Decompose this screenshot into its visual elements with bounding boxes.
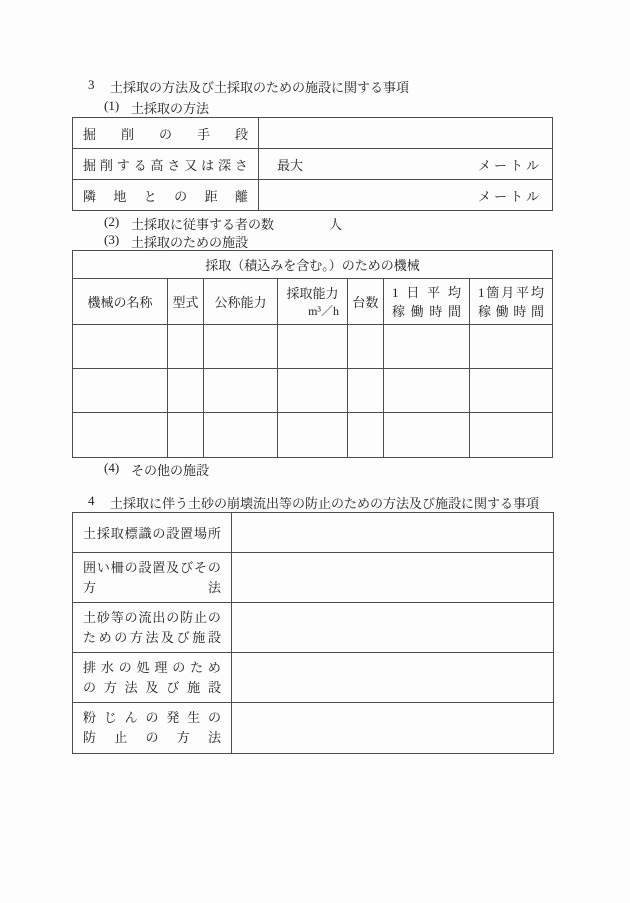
section-4-number: 4: [88, 493, 95, 508]
machinery-fill-cell[interactable]: [204, 325, 278, 369]
col-header-daily-avg-hours: 1 日 平 均 稼 働 時 間: [384, 279, 470, 325]
subsection-4-label: その他の施設: [131, 463, 210, 478]
section-3-title: 土採取の方法及び土採取のための施設に関する事項: [110, 80, 410, 95]
machinery-fill-cell[interactable]: [204, 369, 278, 413]
col-header-model: 型式: [168, 279, 204, 325]
drainage-treatment-fill-cell[interactable]: [232, 653, 554, 703]
machinery-fill-cell[interactable]: [278, 369, 348, 413]
row-label-adjacent-land-distance: 隣 地 と の 距 離: [73, 180, 259, 211]
machinery-fill-cell[interactable]: [348, 413, 384, 458]
col-header-machine-name: 機械の名称: [73, 279, 168, 325]
machinery-fill-cell[interactable]: [168, 413, 204, 458]
subsection-2-number: (2): [104, 214, 120, 229]
machinery-table: [72, 250, 553, 458]
machinery-fill-cell[interactable]: [384, 413, 470, 458]
machinery-fill-cell[interactable]: [348, 369, 384, 413]
machinery-fill-cell[interactable]: [384, 369, 470, 413]
machinery-fill-cell[interactable]: [168, 325, 204, 369]
fence-method-fill-cell[interactable]: [232, 553, 554, 603]
machinery-fill-cell[interactable]: [73, 413, 168, 458]
col-header-rated-capacity: 公称能力: [204, 279, 278, 325]
distance-fill-cell[interactable]: [259, 180, 553, 211]
runoff-prevention-fill-cell[interactable]: [232, 603, 554, 653]
subsection-2-line: [0, 214, 630, 232]
machinery-fill-cell[interactable]: [204, 413, 278, 458]
meter-unit-label: メートル: [477, 188, 542, 204]
section-3-number: 3: [88, 77, 95, 92]
sign-location-fill-cell[interactable]: [232, 513, 554, 553]
row-label-fence-method: 囲 い 柵 の 設 置 及 び そ の 方 法: [73, 553, 232, 603]
machinery-fill-cell[interactable]: [278, 413, 348, 458]
machinery-fill-cell[interactable]: [384, 325, 470, 369]
machinery-fill-cell[interactable]: [470, 413, 553, 458]
workers-count-unit-label: 人: [329, 217, 343, 232]
subsection-3-number: (3): [104, 232, 120, 247]
excavation-means-fill-cell[interactable]: [259, 118, 553, 149]
subsection-3-label: 土採取のための施設: [131, 235, 249, 250]
machinery-fill-cell[interactable]: [73, 325, 168, 369]
excavation-method-table: [72, 117, 553, 211]
prevention-table: [72, 512, 554, 754]
col-header-unit-count: 台数: [348, 279, 384, 325]
row-label-runoff-prevention: 土 砂 等 の 流 出 の 防 止 の た め の 方 法 及 び 施 設: [73, 603, 232, 653]
machinery-fill-cell[interactable]: [168, 369, 204, 413]
machinery-fill-cell[interactable]: [470, 325, 553, 369]
dust-prevention-fill-cell[interactable]: [232, 703, 554, 754]
machinery-table-span-header: 採取（積込みを含む。）のための機械: [73, 251, 553, 279]
meter-unit-label: メートル: [477, 157, 542, 173]
subsection-1-number: (1): [104, 98, 120, 113]
subsection-3-line: [0, 232, 630, 250]
section-3-heading: [0, 77, 630, 95]
subsection-4-number: (4): [104, 460, 120, 475]
subsection-4-line: [0, 460, 630, 478]
height-depth-fill-cell[interactable]: [259, 149, 553, 180]
col-header-monthly-avg-hours: 1 箇 月 平 均 稼 働 時 間: [470, 279, 553, 325]
row-label-excavation-means: 掘 削 の 手 段: [73, 118, 259, 149]
machinery-fill-cell[interactable]: [73, 369, 168, 413]
row-label-drainage-treatment: 排 水 の 処 理 の た め の 方 法 及 び 施 設: [73, 653, 232, 703]
col-header-extraction-capacity: 採取能力 m³／h: [278, 279, 348, 325]
row-label-excavation-height-depth: 掘 削 す る 高 さ 又 は 深 さ: [73, 149, 259, 180]
subsection-1-line: [0, 98, 630, 116]
machinery-fill-cell[interactable]: [470, 369, 553, 413]
row-label-sign-location: 土 採 取 標 識 の 設 置 場 所: [73, 513, 232, 553]
max-prefix-label: 最大: [277, 157, 304, 173]
subsection-1-label: 土採取の方法: [131, 101, 210, 116]
machinery-fill-cell[interactable]: [348, 325, 384, 369]
subsection-2-label: 土採取に従事する者の数: [131, 217, 275, 232]
machinery-fill-cell[interactable]: [278, 325, 348, 369]
row-label-dust-prevention: 粉 じ ん の 発 生 の 防 止 の 方 法: [73, 703, 232, 754]
section-4-heading: [0, 493, 630, 511]
section-4-title: 土採取に伴う土砂の崩壊流出等の防止のための方法及び施設に関する事項: [110, 496, 540, 511]
